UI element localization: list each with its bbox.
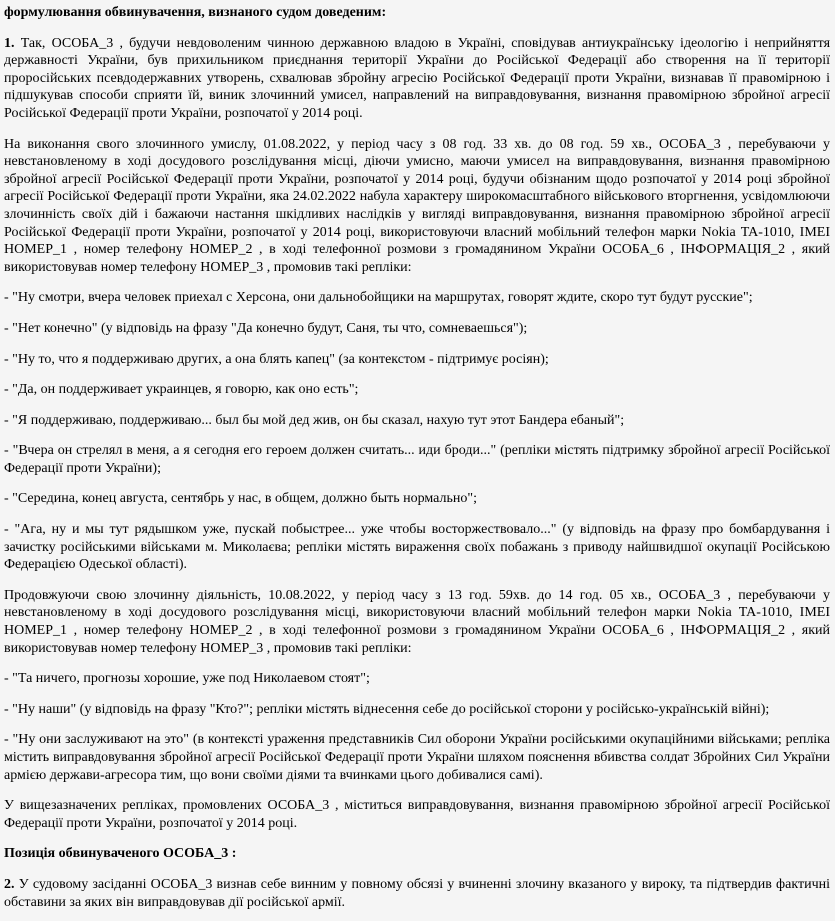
paragraph-episode-2022-08-01: На виконання свого злочинного умислу, 01.08.2022, у період часу з 08 год. 33 хв. до 08 год. 59 хв., ОСОБА_3 , перебуваючи у невстановленому в ході досудового розслідування місці, діючи умисно, маючи умисел на виправдовування, визнання правомірною збройної агресії Російської Федерації проти України, розпочатої у 2014 році, будучи обізнаним щодо розпочатої у 2014 році збройної агресії Російської Федерації проти України, яка 24.02.2022 набула характеру широкомасштабного військового вторгнення, усвідомлюючи злочинність своїх дій і бажаючи настання шкідливих наслідків у вигляді виправдовування, визнання правомірною збройної агресії Російської Федерації проти України, розпочатої у 2014 році, використовуючи власний мобільний телефон марки Nokia TA-1010, IMEI НОМЕР_1 , номер телефону НОМЕР_2 , в ході телефонної розмови з громадянином України ОСОБА_6 , ІНФОРМАЦІЯ_2 , який використовував номер телефону НОМЕР_3 , промовив такі репліки: — [4, 136, 830, 275]
quote-line-1: - "Ну смотри, вчера человек приехал с Херсона, они дальнобойщики на маршрутах, говорят ждите, скоро тут будут русские"; — [4, 290, 753, 306]
paragraph-number-2: 2. — [4, 876, 15, 892]
paragraph-episode-2022-08-10: Продовжуючи свою злочинну діяльність, 10.08.2022, у період часу з 13 год. 59хв. до 14 год. 05 хв., ОСОБА_3 , перебуваючи у невстановленому в ході досудового розслідування місці, використовуючи власний мобільний телефон марки Nokia TA-1010, IMEI НОМЕР_1 , номер телефону НОМЕР_2 , в ході телефонної розмови з громадянином України ОСОБА_6 , ІНФОРМАЦІЯ_2 , який використовував номер телефону НОМЕР_3 , промовив такі репліки: — [4, 587, 830, 656]
paragraph-charge-1-text: Так, ОСОБА_3 , будучи невдоволеним чинною державною владою в Україні, сповідував антиукраїнську ідеологію і неприйняття державності України, був прихильником приєднання території України до Російської Федерації або створення на її території проросійських псевдодержавних утворень, схвалював збройну агресію Російської Федерації проти України, визнавав її правомірною і підшукував способи сприяти їй, виник злочинний умисел, направлений на виправдовування, визнання правомірною збройної агресії Російської Федерації проти України, розпочатої у 2014 році. — [4, 35, 831, 121]
quote-line-11: - "Ну они заслуживают на это" (в контексті ураження представників Сил оборони України російськими окупаційними військами; репліка містить виправдовування збройної агресії Російської Федерації проти України шляхом пояснення вбивства солдат Збройних Сил України армією держави-агресора тим, що вони своїми діями та вчинками цього добивалися самі). — [4, 732, 830, 783]
paragraph-conclusion: У вищезазначених репліках, промовлених ОСОБА_3 , міститься виправдовування, визнання правомірною збройної агресії Російської Федерації проти України, розпочатої у 2014 році. — [4, 798, 830, 831]
section-heading-accused-position: Позиція обвинуваченого ОСОБА_3 : — [4, 846, 237, 862]
quote-line-5: - "Я поддерживаю, поддерживаю... был бы мой дед жив, он бы сказал, нахую тут этот Бандера ебаный"; — [4, 412, 625, 428]
quote-line-2: - "Нет конечно" (у відповідь на фразу "Да конечно будут, Саня, ты что, сомневаешься"); — [4, 320, 528, 336]
quote-line-6: - "Вчера он стрелял в меня, а я сегодня его героем должен считать... иди броди..." (репліки містять підтримку збройної агресії Російської Федерації проти України); — [4, 443, 830, 476]
section-heading-charge-formulation: формулювання обвинувачення, визнаного судом доведеним: — [4, 5, 387, 20]
quote-line-7: - "Середина, конец августа, сентябрь у нас, в общем, должно быть нормально"; — [4, 491, 477, 507]
quote-line-10: - "Ну наши" (у відповідь на фразу "Кто?"; репліки містять віднесення себе до російської сторони у російсько-українській війні); — [4, 701, 770, 717]
paragraph-accused-position — [4, 876, 830, 911]
paragraph-number-1: 1. — [4, 35, 15, 51]
quote-line-3: - "Ну то, что я поддерживаю других, а она блять капец" (за контекстом - підтримує росіян); — [4, 351, 549, 367]
quote-line-8: - "Ага, ну и мы тут рядышком уже, пускай побыстрее... уже чтобы восторжествовало..." (у відповідь на фразу про бомбардування і зачистку російськими військами м. Миколаєва; репліки містять вираження своїх побажань з приводу найшвидшої окупації Російською Федерацією Одеської області). — [4, 522, 830, 573]
quote-line-4: - "Да, он поддерживает украинцев, я говорю, как оно есть"; — [4, 382, 359, 398]
paragraph-accused-position-text: У судовому засіданні ОСОБА_3 визнав себе винним у повному обсязі у вчиненні злочину вказаного у вироку, та підтвердив фактичні обставини за яких він виправдовував дії російської армії. — [4, 876, 830, 910]
paragraph-charge-1 — [4, 35, 830, 123]
quote-line-9: - "Та ничего, прогнозы хорошие, уже под Николаевом стоят"; — [4, 671, 370, 687]
